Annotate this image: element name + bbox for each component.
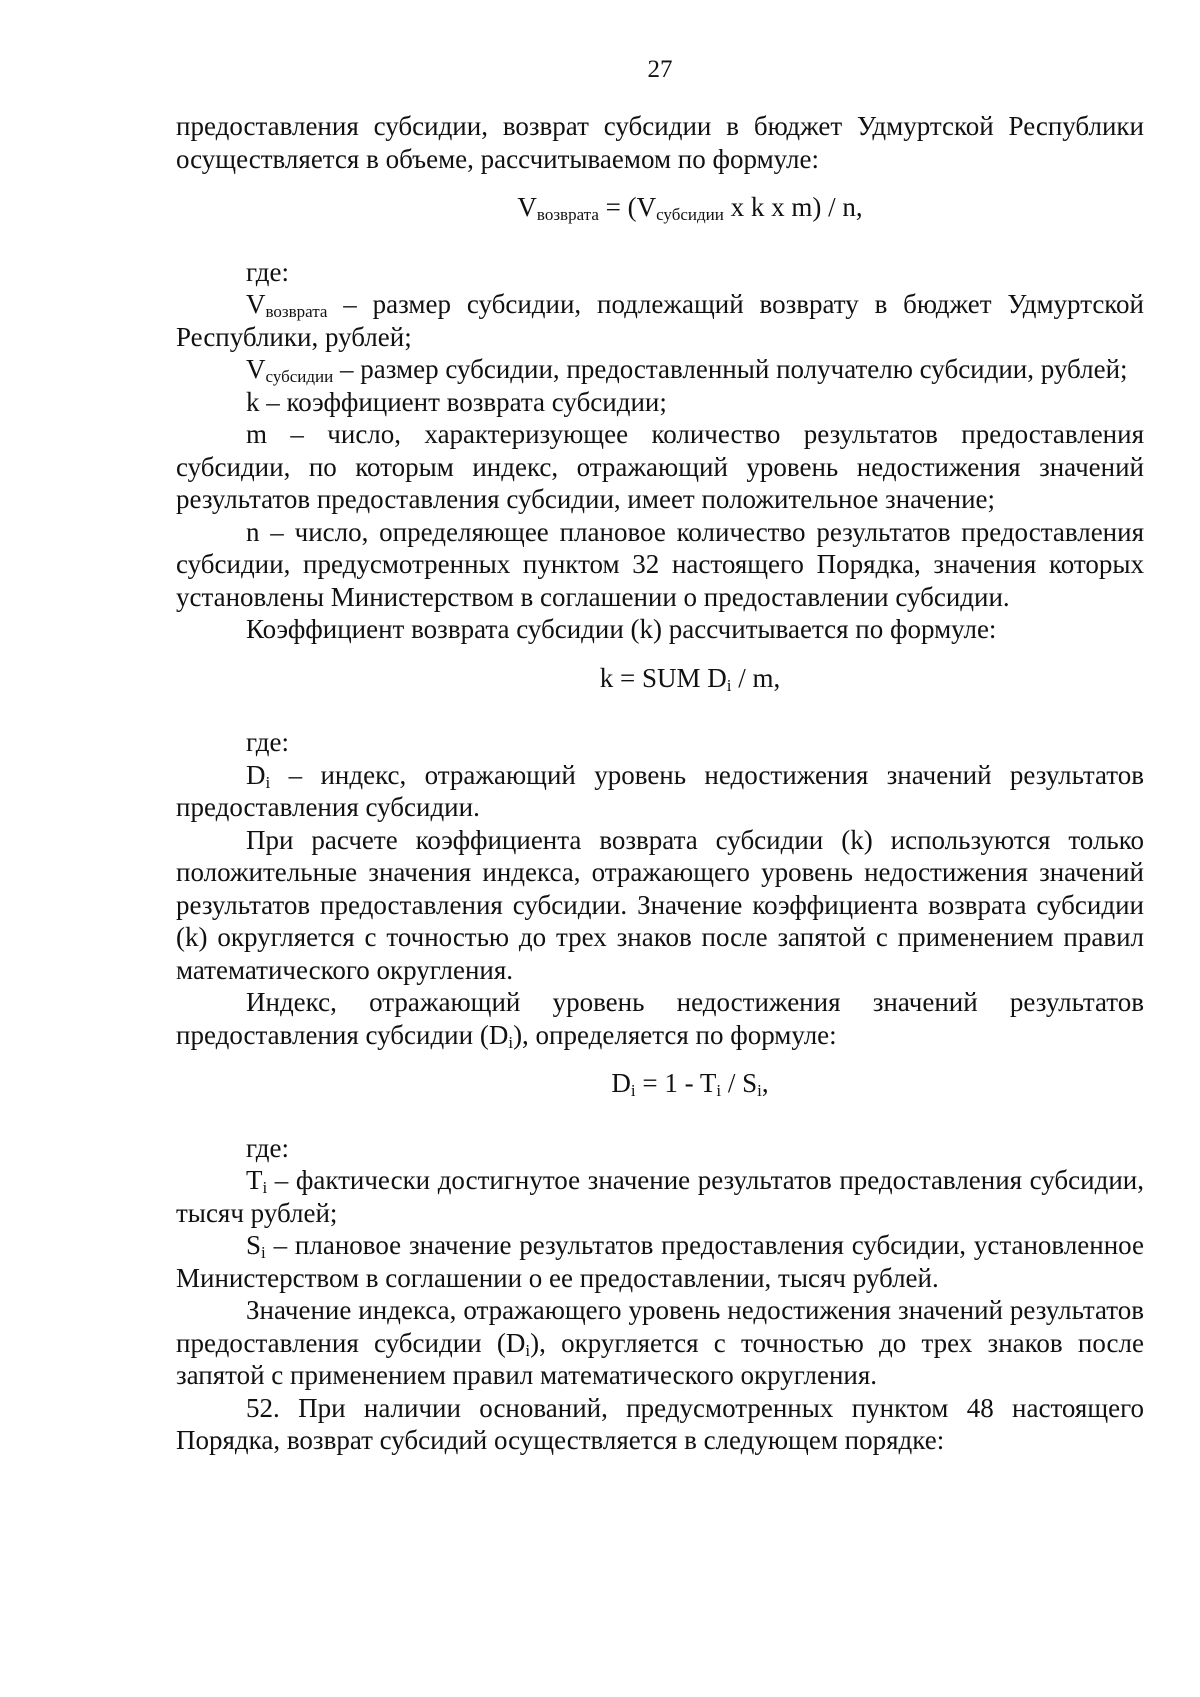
text-after: ), определяется по формуле:	[513, 1019, 837, 1050]
formula-k	[176, 662, 1144, 695]
definition-m: m – число, характеризующее количество результатов предоставления субсидии, по которым индекс, отражающий уровень недостижения значений результатов предоставления субсидии, имеет положительное значение;	[176, 419, 1144, 514]
definition-text: – индекс, отражающий уровень недостижения значений результатов предоставления субсидии.	[176, 759, 1144, 822]
subscript: i	[508, 1032, 514, 1052]
formula-b-subscript: i	[716, 1081, 722, 1100]
formula-right: / m,	[731, 662, 781, 693]
formula-a: D	[611, 1068, 631, 1098]
formula-lhs-symbol: V	[517, 192, 537, 222]
formula-left: k = SUM D	[599, 662, 727, 693]
formula-rest: x k x m) / n,	[723, 192, 863, 222]
definition-ti	[176, 1164, 1144, 1229]
subscript: i	[525, 1340, 531, 1360]
symbol-subscript: субсидии	[265, 367, 334, 386]
formula-b: = 1 - T	[635, 1068, 717, 1098]
symbol: D	[246, 759, 266, 790]
page-number: 27	[647, 56, 673, 83]
symbol-subscript: i	[265, 772, 271, 792]
formula-di	[176, 1067, 1144, 1100]
paragraph-intro: предоставления субсидии, возврат субсидии в бюджет Удмуртской Республики осуществляется в объеме, рассчитываемом по формуле:	[176, 111, 1144, 174]
text-before: Индекс, отражающий уровень недостижения значений результатов предоставления субсидии (D	[176, 987, 1144, 1050]
definition-text: – фактически достигнутое значение результатов предоставления субсидии, тысяч рублей;	[176, 1165, 1144, 1228]
definition-si	[176, 1229, 1144, 1294]
formula-subscript: i	[726, 675, 732, 695]
symbol: V	[246, 354, 266, 384]
text-before: Значение индекса, отражающего уровень недостижения значений результатов предоставления субсидии (D	[176, 1295, 1144, 1358]
formula-mid-subscript: субсидии	[656, 205, 724, 224]
where-label-3: где:	[246, 1132, 289, 1163]
definition-k: k – коэффициент возврата субсидии;	[246, 386, 667, 417]
symbol: S	[246, 1230, 262, 1260]
symbol: V	[246, 289, 266, 319]
document-body	[176, 110, 1144, 1457]
formula-c-subscript: i	[757, 1081, 762, 1100]
formula-lhs-subscript: возврата	[536, 205, 599, 224]
formula-middle: = (V	[598, 192, 657, 222]
symbol-subscript: возврата	[265, 302, 328, 321]
definition-text: – размер субсидии, предоставленный получателю субсидии, рублей;	[333, 354, 1128, 384]
symbol-subscript: i	[261, 1243, 266, 1262]
symbol: T	[246, 1165, 263, 1195]
definition-text: – плановое значение результатов предоставления субсидии, установленное Министерством в соглашении о ее предоставлении, тысяч рублей.	[176, 1230, 1144, 1293]
paragraph-k-formula: Коэффициент возврата субсидии (k) рассчитывается по формуле:	[246, 614, 997, 644]
paragraph-znachenie	[176, 1294, 1144, 1392]
definition-text: – размер субсидии, подлежащий возврату в бюджет Удмуртской Республики, рублей;	[176, 289, 1144, 352]
definition-n: n – число, определяющее плановое количество результатов предоставления субсидии, предусмотренных пунктом 32 настоящего Порядка, значения которых установлены Министерством в соглашении о предоставлении субсидии.	[176, 516, 1144, 612]
definition-di	[176, 759, 1144, 824]
paragraph-raschet: При расчете коэффициента возврата субсидии (k) используются только положительные значения индекса, отражающего уровень недостижения значений результатов предоставления субсидии. Значение коэффициента возврата субсидии (k) округляется с точностью до трех знаков после запятой с применением правил математического округления.	[176, 824, 1144, 985]
document-page	[176, 0, 1144, 1697]
formula-c: / S	[721, 1068, 758, 1098]
symbol-subscript: i	[262, 1178, 268, 1197]
paragraph-52: 52. При наличии оснований, предусмотренных пунктом 48 настоящего Порядка, возврат субсидий осуществляется в следующем порядке:	[176, 1392, 1144, 1455]
formula-vozvrata	[176, 191, 1144, 224]
where-label-2: где:	[246, 727, 289, 757]
paragraph-index	[176, 986, 1144, 1051]
formula-a-subscript: i	[630, 1081, 636, 1100]
where-label-1: где:	[246, 256, 289, 287]
definition-v-subsidii	[176, 353, 1144, 386]
text-after: ), округляется с точностью до трех знаков после запятой с применением правил математического округления.	[176, 1327, 1144, 1390]
formula-d: ,	[761, 1068, 769, 1098]
definition-v-vozvrata	[176, 288, 1144, 353]
